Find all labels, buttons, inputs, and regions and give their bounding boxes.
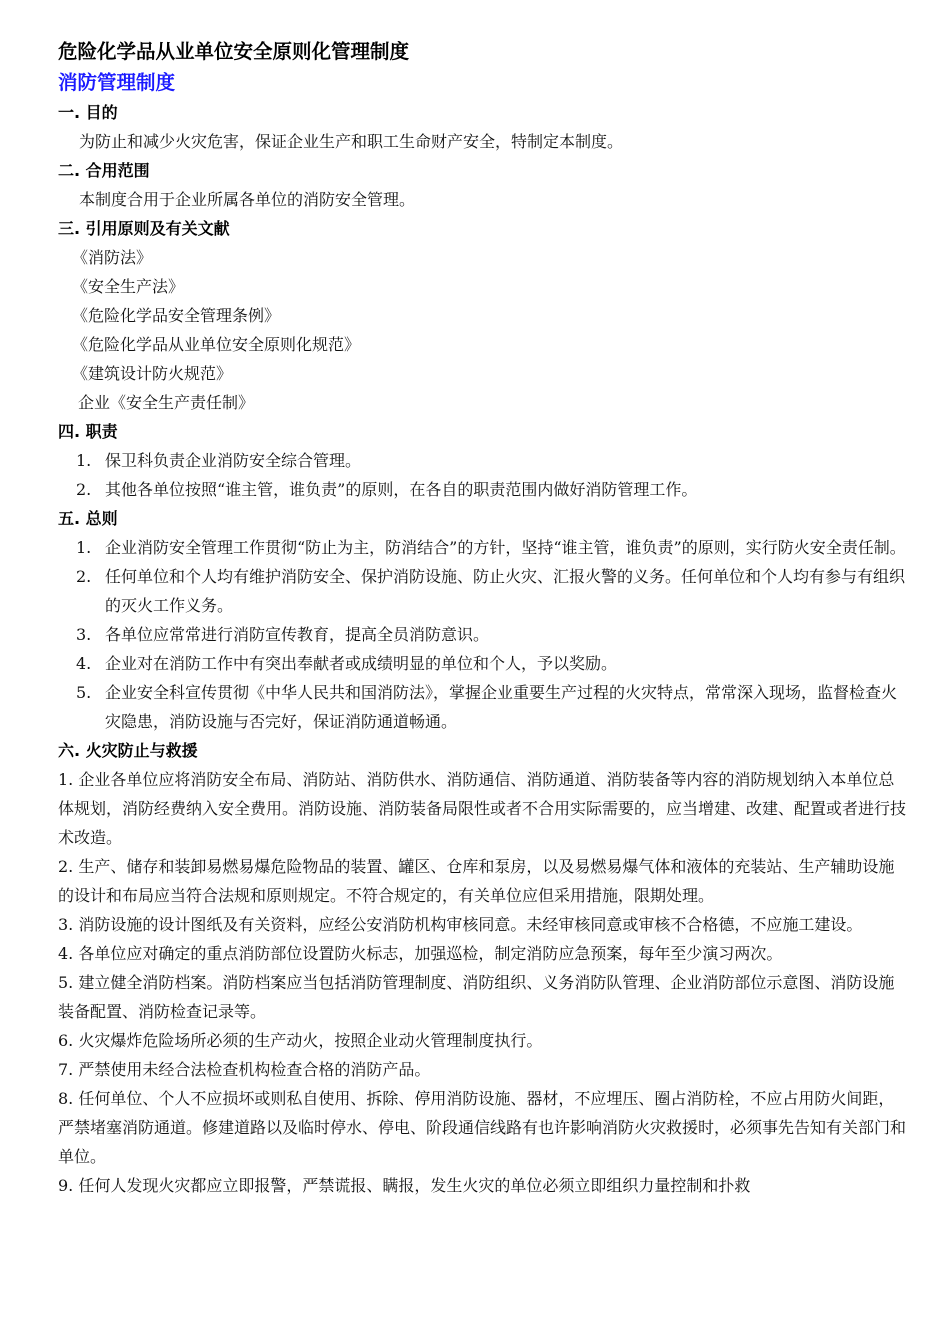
item-text: 各单位应对确定的重点消防部位设置防火标志，加强巡检，制定消防应急预案，每年至少演习两次。 [78,944,783,963]
general-item [58,678,910,736]
item-text: 任何单位、个人不应损坏或则私自使用、拆除、停用消防设施、器材，不应埋压、圈占消防栓，不应占用防火间距，严禁堵塞消防通道。修建道路以及临时停水、停电、阶段通信线路有也许影响消防火灾救援时，必须事先告知有关部门和单位。 [58,1089,907,1166]
reference-item: 企业《安全生产责任制》 [78,393,255,412]
fire-item [58,1026,910,1055]
item-number: 4. [76,654,92,673]
item-text: 保卫科负责企业消防安全综合管理。 [105,451,362,470]
fire-item [58,765,910,852]
scope-text: 本制度合用于企业所属各单位的消防安全管理。 [79,190,416,209]
item-number: 1. [76,451,92,470]
item-number: 2. [76,567,92,586]
item-number: 3. [76,625,92,644]
item-text: 各单位应常常进行消防宣传教育，提高全员消防意识。 [105,625,490,644]
item-number: 2. [58,857,74,876]
reference-item: 《危险化学品从业单位安全原则化规范》 [72,335,361,354]
fire-item [58,910,910,939]
fire-item [58,1084,910,1171]
document-subtitle: 消防管理制度 [58,71,176,94]
item-text: 消防设施的设计图纸及有关资料，应经公安消防机构审核同意。未经审核同意或审核不合格德，不应施工建设。 [78,915,863,934]
item-number: 7. [58,1060,74,1079]
section-heading-purpose: 一. 目的 [58,103,118,122]
purpose-text: 为防止和减少火灾危害，保证企业生产和职工生命财产安全，特制定本制度。 [79,132,624,151]
reference-item: 《消防法》 [72,248,153,267]
fire-item [58,939,910,968]
fire-item [58,852,910,910]
item-number: 8. [58,1089,74,1108]
item-text: 生产、储存和装卸易燃易爆危险物品的装置、罐区、仓库和泵房，以及易燃易爆气体和液体的充装站、生产辅助设施的设计和布局应当符合法规和原则规定。不符合规定的，有关单位应但采用措施，限期处理。 [58,857,895,905]
section-heading-fire: 六. 火灾防止与救援 [58,741,198,760]
general-item [58,620,910,649]
item-text: 其他各单位按照“谁主管，谁负责”的原则，在各自的职责范围内做好消防管理工作。 [105,480,698,499]
item-text: 企业各单位应将消防安全布局、消防站、消防供水、消防通信、消防通道、消防装备等内容的消防规划纳入本单位总体规划，消防经费纳入安全费用。消防设施、消防装备局限性或者不合用实际需要的，应当增建、改建、配置或者进行技术改造。 [58,770,907,847]
item-number: 3. [58,915,74,934]
section-heading-references: 三. 引用原则及有关文献 [58,219,230,238]
item-text: 严禁使用未经合法检查机构检查合格的消防产品。 [78,1060,431,1079]
item-text: 建立健全消防档案。消防档案应当包括消防管理制度、消防组织、义务消防队管理、企业消防部位示意图、消防设施装备配置、消防检查记录等。 [58,973,895,1021]
fire-item [58,1171,910,1200]
general-item [58,562,910,620]
item-text: 任何人发现火灾都应立即报警，严禁谎报、瞒报，发生火灾的单位必须立即组织力量控制和扑救 [78,1176,751,1195]
fire-item [58,968,910,1026]
item-text: 企业对在消防工作中有突出奉献者或成绩明显的单位和个人，予以奖励。 [105,654,618,673]
reference-item: 《危险化学品安全管理条例》 [72,306,281,325]
reference-item: 《建筑设计防火规范》 [72,364,233,383]
section-heading-scope: 二. 合用范围 [58,161,150,180]
item-number: 4. [58,944,74,963]
item-text: 企业安全科宣传贯彻《中华人民共和国消防法》，掌握企业重要生产过程的火灾特点，常常深入现场，监督检查火灾隐患，消防设施与否完好，保证消防通道畅通。 [105,683,898,731]
general-item [58,533,910,562]
item-number: 9. [58,1176,74,1195]
general-item [58,649,910,678]
item-number: 1. [76,538,92,557]
item-number: 1. [58,770,74,789]
document-title: 危险化学品从业单位安全原则化管理制度 [58,40,410,63]
item-text: 火灾爆炸危险场所必须的生产动火，按照企业动火管理制度执行。 [78,1031,543,1050]
item-number: 5. [76,683,92,702]
reference-item: 《安全生产法》 [72,277,185,296]
item-number: 6. [58,1031,74,1050]
section-heading-duties: 四. 职责 [58,422,118,441]
section-heading-general: 五. 总则 [58,509,118,528]
duty-item [58,446,910,475]
fire-item [58,1055,910,1084]
item-text: 任何单位和个人均有维护消防安全、保护消防设施、防止火灾、汇报火警的义务。任何单位和个人均有参与有组织的灭火工作义务。 [105,567,906,615]
item-text: 企业消防安全管理工作贯彻“防止为主，防消结合”的方针，坚持“谁主管，谁负责”的原则，实行防火安全责任制。 [105,538,906,557]
item-number: 5. [58,973,74,992]
duty-item [58,475,910,504]
item-number: 2. [76,480,92,499]
